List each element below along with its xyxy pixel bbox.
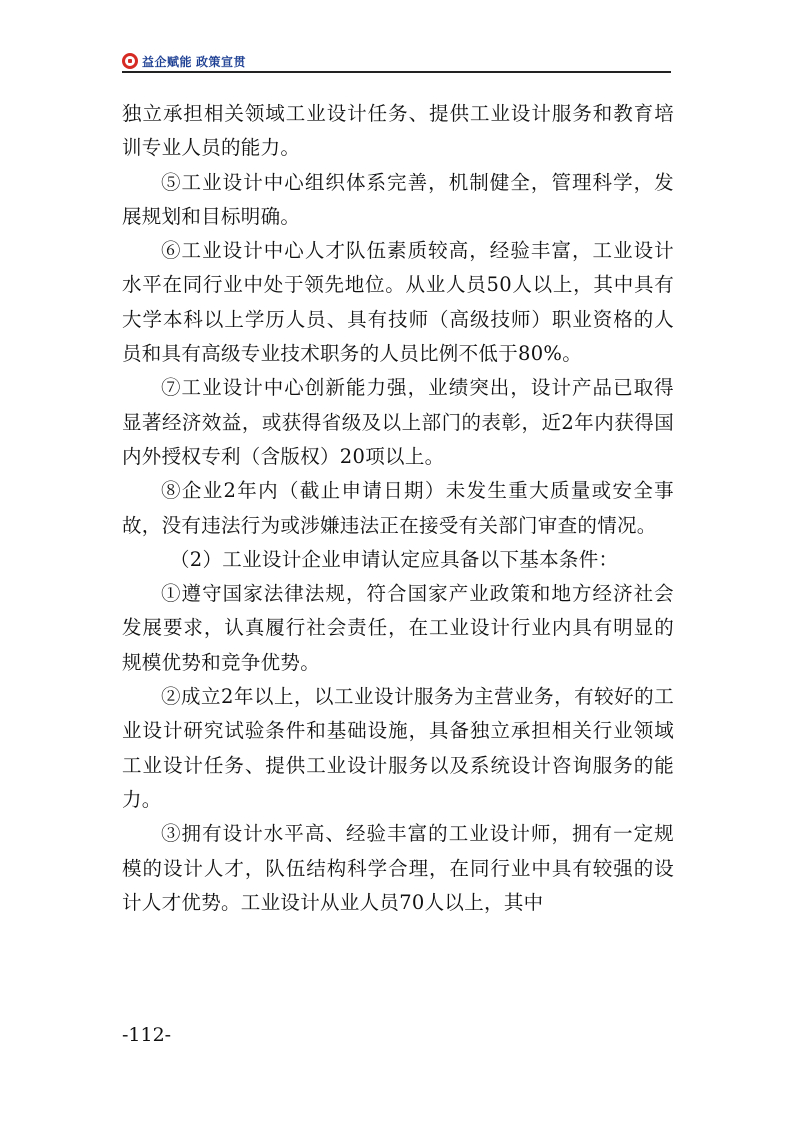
paragraph-item-2: ②成立2年以上，以工业设计服务为主营业务，有较好的工业设计研究试验条件和基础设施，具备独立承担相关行业领域工业设计任务、提供工业设计服务以及系统设计咨询服务的能力。	[122, 685, 674, 811]
paragraph-item-8: ⑧企业2年内（截止申请日期）未发生重大质量或安全事故，没有违法行为或涉嫌违法正在接受有关部门审查的情况。	[122, 479, 674, 537]
page-header	[122, 50, 246, 72]
header-brand: 益企赋能	[142, 54, 193, 69]
paragraph-item-7: ⑦工业设计中心创新能力强，业绩突出，设计产品已取得显著经济效益，或获得省级及以上部门的表彰，近2年内获得国内外授权专利（含版权）20项以上。	[122, 376, 674, 468]
header-tagline: 政策宣贯	[196, 54, 247, 69]
paragraph-item-1: ①遵守国家法律法规，符合国家产业政策和地方经济社会发展要求，认真履行社会责任，在工业设计行业内具有明显的规模优势和竞争优势。	[122, 582, 674, 674]
document-body	[122, 97, 674, 920]
header-title	[142, 53, 246, 70]
section-heading-2: （2）工业设计企业申请认定应具备以下基本条件：	[170, 547, 619, 571]
page-number: -112-	[122, 1024, 172, 1046]
paragraph-item-6: ⑥工业设计中心人才队伍素质较高，经验丰富，工业设计水平在同行业中处于领先地位。从业人员50人以上，其中具有大学本科以上学历人员、具有技师（高级技师）职业资格的人员和具有高级专业技术职务的人员比例不低于80%。	[122, 239, 674, 366]
paragraph-continuation: 独立承担相关领域工业设计任务、提供工业设计服务和教育培训专业人员的能力。	[122, 102, 674, 160]
brand-logo-icon	[122, 53, 138, 69]
header-divider	[122, 71, 671, 73]
paragraph-item-5: ⑤工业设计中心组织体系完善，机制健全，管理科学，发展规划和目标明确。	[122, 170, 674, 228]
paragraph-item-3: ③拥有设计水平高、经验丰富的工业设计师，拥有一定规模的设计人才，队伍结构科学合理，在同行业中具有较强的设计人才优势。工业设计从业人员70人以上，其中	[122, 822, 674, 914]
